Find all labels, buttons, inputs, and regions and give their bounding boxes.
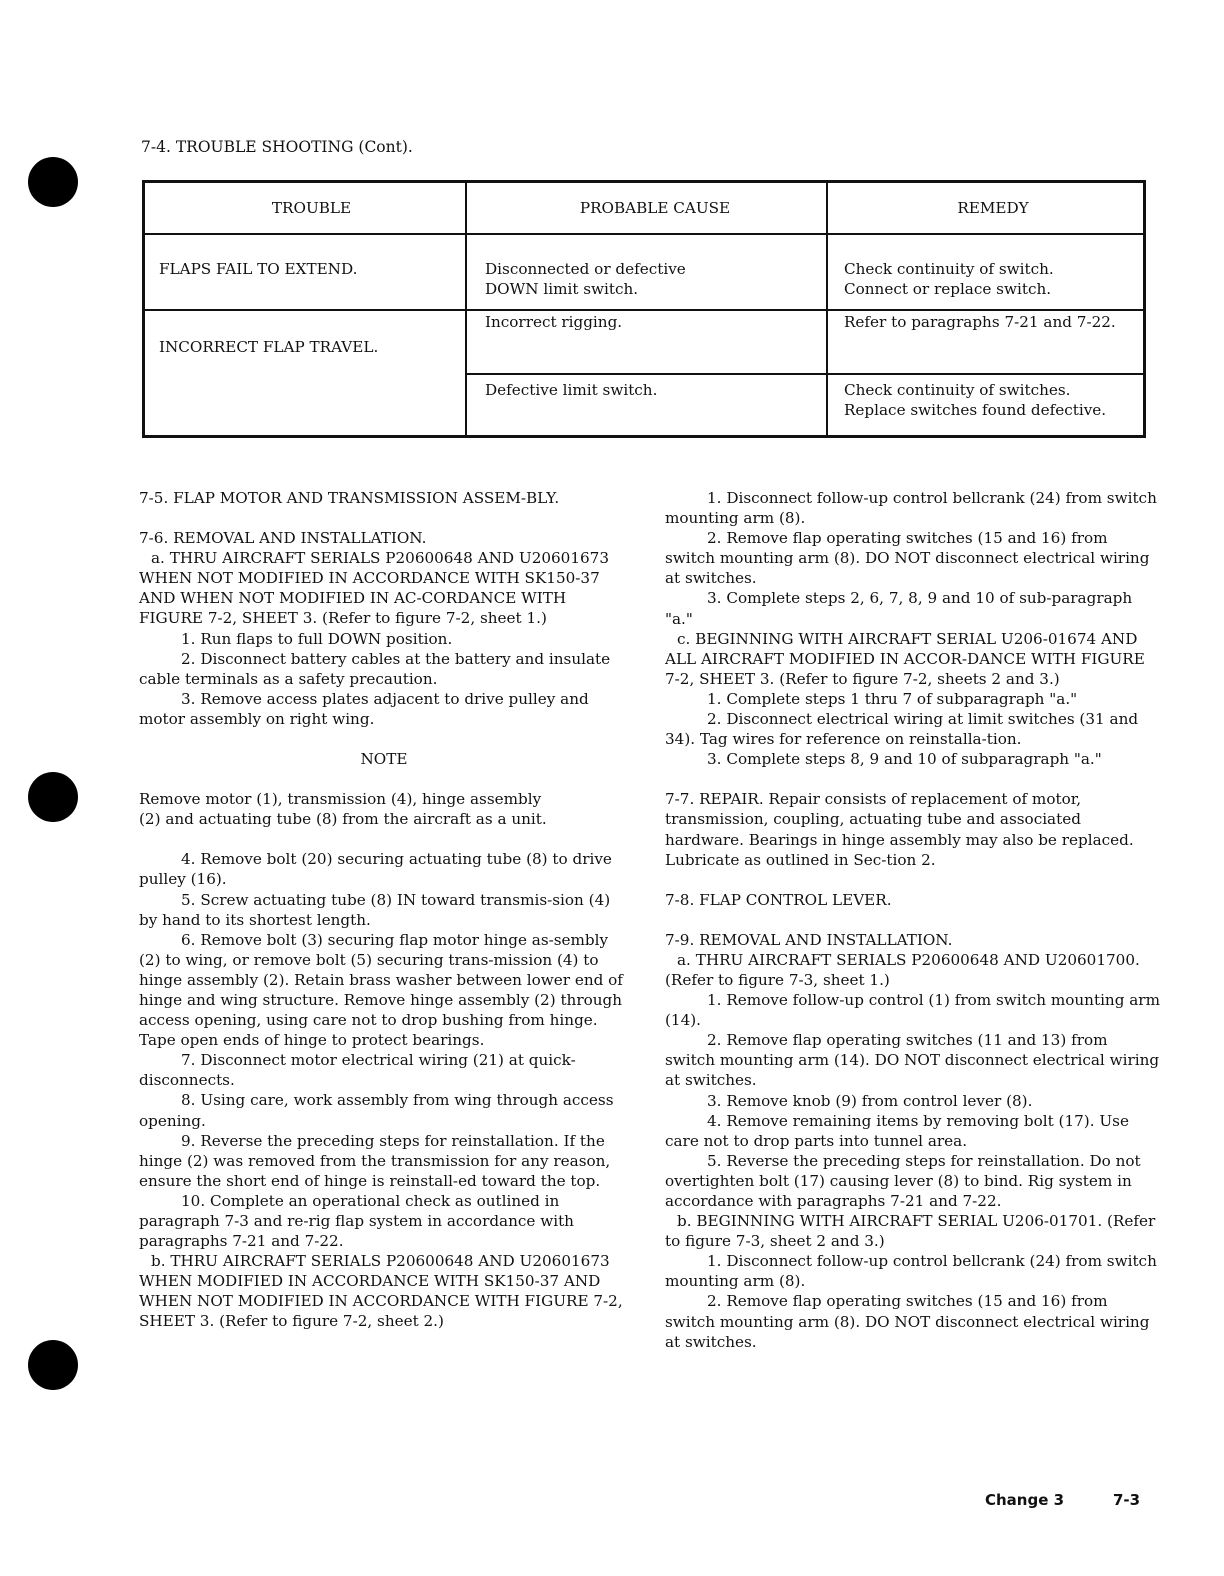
paragraph-7-5: 7-5. FLAP MOTOR AND TRANSMISSION ASSEM-BLY.: [139, 489, 560, 507]
subparagraph-c: c. BEGINNING WITH AIRCRAFT SERIAL U206-01674 AND ALL AIRCRAFT MODIFIED IN ACCOR-DANCE WITH FIGURE 7-2, SHEET 3. (Refer to figure 7-2, sheets 2 and 3.): [665, 629, 1145, 688]
paragraph-7-7: 7-7. REPAIR. Repair consists of replacement of motor, transmission, coupling, actuating tube and associated hardware. Bearings in hinge assembly may also be replaced. Lubricate as outlined in Sec-tion 2.: [665, 790, 1134, 869]
subparagraph-a: a. THRU AIRCRAFT SERIALS P20600648 AND U20601673 WHEN NOT MODIFIED IN ACCORDANCE WITH SK150-37 AND WHEN NOT MODIFIED IN AC-CORDANCE WITH FIGURE 7-2, SHEET 3. (Refer to figure 7-2, sheet 1.): [139, 549, 609, 628]
step-a7: 7. Disconnect motor electrical wiring (21) at quick-disconnects.: [139, 1051, 576, 1090]
cause-line: Disconnected or defective: [485, 260, 686, 278]
step-b3: 3. Complete steps 2, 6, 7, 8, 9 and 10 of sub-paragraph "a.": [665, 589, 1133, 628]
step-a2: 2. Disconnect battery cables at the battery and insulate cable terminals as a safety precaution.: [139, 649, 611, 688]
subparagraph-a-lever: a. THRU AIRCRAFT SERIALS P20600648 AND U20601700. (Refer to figure 7-3, sheet 1.): [665, 950, 1140, 989]
lever-step-b1: 1. Disconnect follow-up control bellcrank (24) from switch mounting arm (8).: [665, 1252, 1157, 1291]
right-column: [665, 488, 1160, 1352]
step-a6: 6. Remove bolt (3) securing flap motor hinge as-sembly (2) to wing, or remove bolt (5) securing trans-mission (4) to hinge assembly (2). Retain brass washer between lower end of hinge and wing structure. Remove hinge assembly (2) through access opening, using care not to drop bushing from hinge. Tape open ends of hinge to protect bearings.: [139, 930, 623, 1050]
paragraph-7-8: 7-8. FLAP CONTROL LEVER.: [665, 890, 892, 909]
lever-step-a3: 3. Remove knob (9) from control lever (8).: [707, 1091, 1033, 1110]
binder-hole-top: [28, 157, 78, 207]
cause-line: Defective limit switch.: [485, 381, 658, 399]
remedy-cell: [827, 374, 1145, 436]
table-row: [144, 310, 1145, 374]
step-b1: 1. Disconnect follow-up control bellcrank (24) from switch mounting arm (8).: [665, 489, 1157, 528]
change-label: Change 3: [985, 1491, 1065, 1509]
table-row: [144, 234, 1145, 310]
cause-cell: [466, 310, 827, 374]
step-c2: 2. Disconnect electrical wiring at limit switches (31 and 34). Tag wires for reference on reinstalla-tion.: [665, 710, 1139, 749]
remedy-line: Refer to paragraphs 7-21 and 7-22.: [844, 313, 1116, 331]
page-footer: [985, 1490, 1140, 1510]
step-a5: 5. Screw actuating tube (8) IN toward transmis-sion (4) by hand to its shortest length.: [139, 890, 611, 929]
remedy-line: Check continuity of switches.: [844, 381, 1071, 399]
subparagraph-b-lever: b. BEGINNING WITH AIRCRAFT SERIAL U206-01701. (Refer to figure 7-3, sheet 2 and 3.): [665, 1212, 1156, 1251]
step-a4: 4. Remove bolt (20) securing actuating tube (8) to drive pulley (16).: [139, 850, 612, 889]
binder-hole-bottom: [28, 1340, 78, 1390]
note-title: NOTE: [360, 750, 408, 769]
remedy-line: Check continuity of switch.: [844, 260, 1054, 278]
binder-hole-middle: [28, 772, 78, 822]
step-a8: 8. Using care, work assembly from wing through access opening.: [139, 1091, 614, 1130]
left-column: [139, 488, 629, 1332]
lever-step-a1: 1. Remove follow-up control (1) from switch mounting arm (14).: [665, 991, 1160, 1030]
page-number: 7-3: [1113, 1491, 1141, 1509]
step-c1: 1. Complete steps 1 thru 7 of subparagraph "a.": [707, 689, 1078, 708]
note-body: Remove motor (1), transmission (4), hinge assembly (2) and actuating tube (8) from the aircraft as a unit.: [139, 790, 547, 829]
section-heading: 7-4. TROUBLE SHOOTING (Cont).: [141, 138, 413, 156]
subparagraph-b: b. THRU AIRCRAFT SERIALS P20600648 AND U20601673 WHEN MODIFIED IN ACCORDANCE WITH SK150-37 AND WHEN NOT MODIFIED IN ACCORDANCE WITH FIGURE 7-2, SHEET 3. (Refer to figure 7-2, sheet 2.): [139, 1252, 623, 1331]
trouble-shooting-table: [142, 180, 1146, 438]
remedy-cell: [827, 234, 1145, 310]
lever-step-a5: 5. Reverse the preceding steps for reinstallation. Do not overtighten bolt (17) causing lever (8) to bind. Rig system in accordance with paragraphs 7-21 and 7-22.: [665, 1151, 1141, 1210]
header-probable-cause: PROBABLE CAUSE: [466, 182, 827, 235]
remedy-line: Replace switches found defective.: [844, 401, 1107, 419]
lever-step-a2: 2. Remove flap operating switches (11 and 13) from switch mounting arm (14). DO NOT disconnect electrical wiring at switches.: [665, 1031, 1160, 1090]
paragraph-7-9: 7-9. REMOVAL AND INSTALLATION.: [665, 930, 953, 949]
paragraph-7-6: 7-6. REMOVAL AND INSTALLATION.: [139, 529, 427, 548]
cause-line: Incorrect rigging.: [485, 313, 623, 331]
step-b2: 2. Remove flap operating switches (15 and 16) from switch mounting arm (8). DO NOT disconnect electrical wiring at switches.: [665, 529, 1150, 588]
remedy-line: Connect or replace switch.: [844, 280, 1052, 298]
trouble-cell: FLAPS FAIL TO EXTEND.: [144, 234, 467, 310]
cause-cell: [466, 234, 827, 310]
cause-cell: [466, 374, 827, 436]
step-c3: 3. Complete steps 8, 9 and 10 of subparagraph "a.": [707, 750, 1102, 769]
step-a9: 9. Reverse the preceding steps for reinstallation. If the hinge (2) was removed from the transmission for any reason, ensure the short end of hinge is reinstall-ed toward the top.: [139, 1131, 611, 1190]
remedy-cell: [827, 310, 1145, 374]
header-remedy: REMEDY: [827, 182, 1145, 235]
cause-line: DOWN limit switch.: [485, 280, 639, 298]
trouble-cell: INCORRECT FLAP TRAVEL.: [144, 310, 467, 436]
table-header-row: [144, 182, 1145, 235]
lever-step-b2: 2. Remove flap operating switches (15 and 16) from switch mounting arm (8). DO NOT disconnect electrical wiring at switches.: [665, 1292, 1150, 1351]
step-a1: 1. Run flaps to full DOWN position.: [181, 629, 453, 648]
step-a3: 3. Remove access plates adjacent to drive pulley and motor assembly on right wing.: [139, 689, 589, 728]
header-trouble: TROUBLE: [144, 182, 467, 235]
step-a10: 10. Complete an operational check as outlined in paragraph 7-3 and re-rig flap system in accordance with paragraphs 7-21 and 7-22.: [139, 1191, 574, 1251]
lever-step-a4: 4. Remove remaining items by removing bolt (17). Use care not to drop parts into tunnel area.: [665, 1111, 1129, 1150]
